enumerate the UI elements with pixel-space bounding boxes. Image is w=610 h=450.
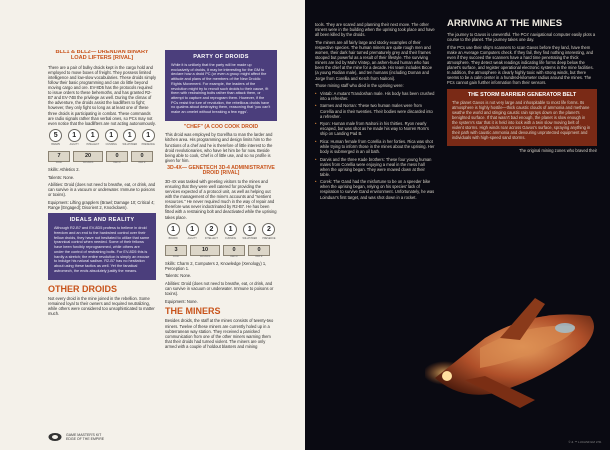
ffg-logo-icon	[48, 432, 62, 442]
characteristic-label: PRESENCE	[141, 142, 155, 146]
ev-stat-text	[165, 261, 277, 304]
characteristic-value: 5	[49, 129, 62, 142]
ev-characteristic-presence	[261, 223, 277, 243]
ev-skills: Skills: Charm 2, Computers 2, Knowledge (Xenology) 1, Perception 1.	[165, 260, 267, 271]
ev-derived-def-r	[248, 245, 270, 258]
derived-value: 0	[106, 151, 128, 162]
ev-talents: Talents: None.	[165, 273, 192, 279]
derived-label: DEF M	[230, 255, 238, 258]
ev-characteristic-willpower	[242, 223, 258, 243]
dead-miners-list	[315, 91, 435, 200]
ideals-box	[48, 213, 156, 279]
bll2-derived-def-m	[106, 151, 128, 164]
bll2-body	[48, 65, 156, 126]
dead-miner-item: • Vintab: A mutant Trandoshan male. His body has been crushed into a refresher.	[315, 91, 435, 101]
miners-cont-p2: The miners are all fairly large and stocky examples of their respective species. The human miners are quite rough men and women, their dark hair turned prematurely grey and their frames stooped but powerful as a result of their lifestyle. The surviving miners are led by Mahr Vintep, an ashen-hued human who has been the chief at the mine for a decade. His team includes Bicoe (a young Rodian male), and ten humans (including Doman and Jorge from Corellia and Kerch from Nalroni).	[315, 39, 432, 81]
derived-label: SOAK	[55, 161, 63, 164]
other-droids-title: OTHER DROIDS	[48, 283, 118, 294]
right-column-2	[447, 18, 597, 268]
ev-derived	[165, 245, 277, 258]
left-column-1	[48, 50, 156, 430]
footer-text	[66, 433, 104, 442]
bll2-derived	[48, 151, 156, 164]
derived-label: SOAK	[172, 255, 180, 258]
other-droids-paragraph: Not every droid in the mine joined in the rebellion. Some remained loyal to their owners and required neutralizing, while others were considered too unsophisticated to matter much.	[48, 295, 155, 317]
storm-text: The planet Gavos is not very large and inhospitable to most life forms. Its atmosphere is highly hostile—thick caustic clouds of ammonia and methane swathe the world and stinging caustic rain sprays down on the planet's benighted surface. If that wasn't bad enough, the planet is slow enough in the system's star that it is held into lock with a twin slow moving belt of violent storms. High winds roar across Gavos's surface, spraying anything in their path with caustic ammonia and devouring unprotected equipment and individuals with high-speed sand storms.	[452, 99, 591, 141]
bll2-derived-soak	[48, 151, 70, 164]
chef-paragraph: This droid was employed by Gorellha to man the larder and kitchen area. His programming and design limits him to the functions of a chef and he is therefore of little interest to the droid revolutionaries, who have let him be for now. Beside being able to cook, Chef is of little use, and so no profile is given for him.	[165, 132, 273, 163]
right-column-1	[315, 22, 435, 292]
bll2-title: BLL1 & BLL2— DRENDAN BINARY LOAD LIFTERS [RIVAL]	[55, 50, 149, 61]
derived-value: 20	[73, 151, 103, 162]
footer-sub: EDGE OF THE EMPIRE	[66, 437, 105, 441]
caption	[447, 148, 597, 153]
miners-continued	[315, 22, 435, 88]
party-title: PARTY OF DROIDS	[193, 54, 249, 60]
characteristic-label: AGILITY	[69, 142, 79, 146]
ev-abilities: Abilities: Droid (does not need to breathe, eat, or drink, and can survive in vacuum or underwater. Immune to poisons or toxins).	[165, 281, 274, 297]
ship-illustration	[425, 268, 605, 428]
characteristic-value: 1	[167, 223, 180, 236]
ev-derived-wounds	[190, 245, 220, 258]
other-droids-body	[48, 296, 156, 316]
derived-value: 7	[48, 151, 70, 162]
bll2-characteristic-intellect	[85, 129, 101, 149]
right-page	[305, 0, 610, 450]
dead-miner-item: • Darvis and the three Kade brothers: These four young human males from Corellia were enjoying a meal in the mess hall when the uprising began. They were mowed down at their table.	[315, 157, 435, 177]
derived-label: DEF M	[113, 161, 121, 164]
left-footer	[48, 432, 104, 442]
dead-miner-item: • Corek: The Gand had the misfortune to be on a speeder bike when the uprising began, relying on his species' lack of respiration to survive Gand environment. Unfortunately, he was Loinduar's first target, and was shot down in a rocket.	[315, 179, 435, 199]
characteristic-label: PRESENCE	[262, 236, 276, 240]
characteristic-label: WILLPOWER	[242, 236, 258, 240]
ev-paragraph: 3D-4X was tasked with greeting visitors to the mines and ensuring that they were well catered for providing the services expected of a protocol unit, as well as helping out with the management of the mine's accounts and "sentient resources." He never required much in the way of repair and therefore was never indoctrinated by R2-B7. He has been fitted with a restraining bolt and deactivated while the uprising takes place.	[165, 178, 277, 220]
miners-paragraph: Besides droids, the staff at the mines consists of twenty-two miners. Twelve of these miners are currently holed up in a subterranean way station. They received a panicked communication from one of the other miners warning them that their droids had turned violent. The miners are only armed with a couple of holdout blasters and mining	[165, 318, 274, 349]
ev-body	[165, 179, 277, 220]
chef-body	[165, 132, 277, 163]
characteristic-label: CUNNING	[225, 236, 237, 240]
ev-characteristic-intellect	[203, 223, 219, 243]
ev-characteristic-brawn	[165, 223, 181, 243]
characteristic-value: 1	[86, 129, 99, 142]
chef-title: "CHEF" (A COO COOK DROID	[183, 123, 259, 130]
bll2-characteristic-brawn	[48, 129, 64, 149]
characteristic-label: WILLPOWER	[122, 142, 138, 146]
arriving-p2: If the PCs use their ship's scanners to scan Gavos before they land, have them make an Average Computers check. If they fail, they find nothing interesting, and even if they succeed the scanners have a hard time penetrating the thick atmosphere. They detect weak readings indicating life forms deep below the planet's surface, and register operational electronic systems in the mine facilities. In addition, the atmosphere is clearly highly toxic with strong winds, but there seems to be a calm center in a hundred-kilometer radius around the mines. The PCs cannot gain further information from their sensors.	[447, 44, 594, 86]
derived-value: 3	[165, 245, 187, 256]
footer-book: GAME MASTER'S KIT	[66, 432, 102, 437]
derived-label: DEF R	[138, 161, 146, 164]
bll2-characteristics	[48, 129, 156, 149]
characteristic-label: BRAWN	[51, 142, 61, 146]
bll2-characteristic-agility	[67, 129, 83, 149]
arriving-p1: The journey to Gavos is uneventful. The PCs' navigational computer easily plots a course to the planet. The journey takes one day.	[447, 32, 596, 43]
dead-miner-item: • Rica: Human female from Corellia in her forties. Rica was shot while trying to inform those in the mines about the uprising. Her body is submerged in an oil bath.	[315, 139, 435, 154]
characteristic-label: INTELLECT	[86, 142, 100, 146]
derived-value: 0	[248, 245, 270, 256]
ev-characteristic-agility	[184, 223, 200, 243]
characteristic-label: CUNNING	[105, 142, 117, 146]
characteristic-value: 1	[186, 223, 199, 236]
characteristic-value: 1	[68, 129, 81, 142]
ev-title: 3D-4X— GENETECH 3D-4 ADMINISTRATIVE DROID [RIVAL]	[167, 164, 275, 177]
storm-title: THE STORM BARRIER GENERATOR BELT	[467, 91, 577, 98]
arriving-body	[447, 32, 597, 86]
characteristic-value: 1	[123, 129, 136, 142]
characteristic-value: 2	[205, 223, 218, 236]
derived-label: WOUNDS	[82, 161, 94, 164]
bll2-derived-wounds	[73, 151, 103, 164]
derived-value: 0	[223, 245, 245, 256]
bll2-skills: Skills: Athletics 2.	[48, 166, 80, 172]
storm-body	[452, 100, 592, 141]
left-column-2	[165, 50, 277, 430]
bll2-equipment: Equipment: Lifting grapplers (Brawl; Damage 10; Critical 4; Range [Engaged]; Disorient 2, Knockdown).	[48, 200, 155, 211]
characteristic-value: 2	[262, 223, 275, 236]
derived-value: 0	[131, 151, 153, 162]
miners-title: THE MINERS	[165, 306, 221, 317]
characteristic-value: 1	[243, 223, 256, 236]
bll2-characteristic-cunning	[104, 129, 120, 149]
ev-characteristics	[165, 223, 277, 243]
arriving-title: ARRIVING AT THE MINES	[447, 18, 563, 29]
ev-derived-def-m	[223, 245, 245, 258]
derived-label: DEF R	[255, 255, 263, 258]
ev-equipment: Equipment: None.	[165, 298, 198, 304]
party-box	[165, 50, 277, 121]
dead-miner-item: • Ryon: Human male from Nalroni in his thirties. Ryon nearly escaped, but was shot as he made his way to Norren Rom's ship on Landing Pad B.	[315, 121, 435, 136]
storm-box	[447, 89, 597, 146]
bll2-talents: Talents: None.	[48, 174, 75, 180]
bll2-characteristic-presence	[141, 129, 157, 149]
characteristic-label: BRAWN	[168, 236, 178, 240]
ideals-title: IDEALS AND REALITY	[69, 217, 135, 224]
bll2-derived-def-r	[131, 151, 153, 164]
bll2-abilities: Abilities: Droid (does not need to breathe, eat, or drink, and can survive in a vacuum or underwater. Immune to poisons or toxins).	[48, 182, 156, 198]
miners-body	[165, 318, 277, 349]
derived-label: WOUNDS	[199, 255, 211, 258]
ideals-text: Although R2-B7 and EV-8D5 profess to believe in droid freedom and an end to the hardwired control over their fellow droids, they have not hesitated to utilize that same tyrannical control when needed. Some of their fellows have been forcibly reprogrammed, while others are under the control of restraining bolts. For EV-8D5 this is hardly a stretch; the entire revolution is simply an excuse to indulge his natural sadism. R2-B7 has no hesitation about using these tactics as well. Yet the fanatical astromech, the ends absolutely justify the means.	[54, 226, 150, 273]
bll2-characteristic-willpower	[122, 129, 138, 149]
miners-cont-p3: Those mining staff who died in the uprising were:	[315, 83, 404, 89]
caption-text: The original mining zones who braved their	[518, 147, 597, 153]
miners-cont-p1: tools. They are scared and planning their next move. The other miners were in the building when the uprising took place and have all been killed by the droids.	[315, 22, 435, 38]
copyright: © & ™ LUCASFILM LTD.	[568, 439, 602, 444]
characteristic-value: 1	[105, 129, 118, 142]
ev-characteristic-cunning	[223, 223, 239, 243]
characteristic-value: 1	[142, 129, 155, 142]
bll2-paragraph: There are a pair of bulky droids kept in the cargo hold and employed to move boxes of freight. They possess limited intelligence and low-slow vocabularies. These droids simply follow their basic programming and can do little beyond moving cargo and ore. EV-8D5 has the protocols required to issue orders to these behemoths, and has granted R2-B7 and EV-74B the privilege as well. During the climax of the adventure, the droids assist the loadlifters to fight; however, they only fight so long as at least one of these three droids is participating in combat. These commands are radio signals rather than verbal ones, so PCs may not even notice that the loadlifters are not acting autonomously.	[48, 64, 156, 126]
party-text: While it is unlikely that the party will be made up exclusively of droids, it may be interesting for the GM to declare how a droid PC (or even a group might affect the attitude and plans of the members of the New Droidic Rights Movement. For example, the leaders of the revolution might try to recruit such droids to their cause, fit them with restraining bolts rather than attack them, or attempt to capture and reprogram them. However, if the PCs resist the lure of revolution, the rebellious droids have no qualms about destroying them, reasoning that 'you can't make an omelet without breaking a few eggs'.	[171, 63, 271, 115]
bll2-stat-text	[48, 167, 156, 210]
derived-value: 10	[190, 245, 220, 256]
characteristic-label: AGILITY	[187, 236, 197, 240]
ev-derived-soak	[165, 245, 187, 258]
characteristic-label: INTELLECT	[204, 236, 218, 240]
dead-miner-item: • Sarmes and Norran: These two human males were from Corellia and in their twenties. Their bodies were discarded into a refresher.	[315, 103, 435, 118]
characteristic-value: 1	[224, 223, 237, 236]
